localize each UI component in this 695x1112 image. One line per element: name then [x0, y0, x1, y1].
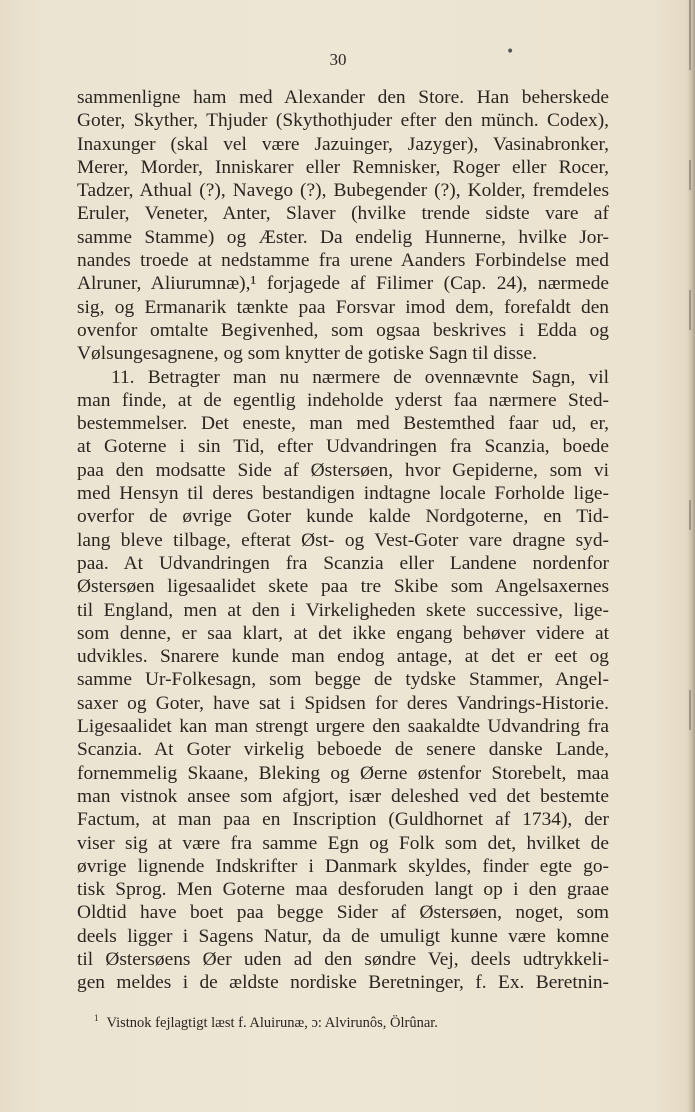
text-line: samme Stamme) og Æster. Da endelig Hunnerne, hvilke Jor-	[77, 226, 609, 248]
text-line: Inaxunger (skal vel være Jazuinger, Jazyger), Vasinabronker,	[77, 133, 609, 155]
text-line: man finde, at de egentlig indeholde yderst faa nærmere Sted-	[77, 389, 609, 411]
text-line: gen meldes i de ældste nordiske Beretninger, f. Ex. Beretnin-	[77, 972, 609, 994]
text-line: til Østersøens Øer uden ad den søndre Vej, deels udtrykkeli-	[77, 948, 609, 970]
text-line: Vølsungesagnene, og som knytter de gotiske Sagn til disse.	[77, 343, 537, 365]
text-line: man vistnok ansee som afgjort, især deleshed ved det bestemte	[77, 785, 609, 807]
text-line: ovenfor omtalte Begivenhed, som ogsaa beskrives i Edda og	[77, 319, 609, 341]
footnote-marker: 1	[94, 1013, 99, 1023]
text-line: Goter, Skyther, Thjuder (Skythothjuder efter den münch. Codex),	[77, 110, 609, 132]
text-line: deels ligger i Sagens Natur, da de umuligt kunne være komne	[77, 925, 609, 947]
text-line: Scanzia. At Goter virkelig beboede de senere danske Lande,	[77, 739, 609, 761]
text-line: sammenligne ham med Alexander den Store. Han beherskede	[77, 87, 609, 108]
text-line: med Hensyn til deres bestandigen indtagne locale Forholde lige-	[77, 483, 609, 505]
margin-mark	[689, 690, 691, 730]
margin-mark	[689, 160, 691, 190]
footnote	[94, 1013, 614, 1032]
text-line: nandes troede at nedstamme fra urene Aanders Forbindelse med	[77, 250, 609, 272]
text-line: Factum, at man paa en Inscription (Guldhornet af 1734), der	[77, 809, 609, 831]
text-line: Tadzer, Athual (?), Navego (?), Bubegender (?), Kolder, fremdeles	[77, 180, 609, 202]
text-line: til England, men at den i Virkeligheden skete successive, lige-	[77, 599, 609, 621]
text-line: samme Ur-Folkesagn, som begge de tydske Stammer, Angel-	[77, 669, 609, 691]
margin-mark	[689, 500, 691, 530]
text-line: fornemmelig Skaane, Bleking og Øerne østenfor Storebelt, maa	[77, 762, 609, 784]
margin-mark	[689, 290, 691, 330]
text-line: at Goterne i sin Tid, efter Udvandringen fra Scanzia, boede	[77, 436, 609, 458]
margin-mark	[689, 0, 691, 70]
text-line: som denne, er saa klart, at det ikke engang behøver videre at	[77, 622, 609, 644]
text-line: Oldtid have boet paa begge Sider af Østersøen, noget, som	[77, 902, 609, 924]
text-line: saxer og Goter, have sat i Spidsen for deres Vandrings-Historie.	[77, 692, 609, 714]
text-line: Østersøen ligesaalidet skete paa tre Skibe som Angelsaxernes	[77, 576, 609, 598]
text-line: Alruner, Aliurumnæ),¹ forjagede af Filimer (Cap. 24), nærmede	[77, 273, 609, 295]
text-line: 11. Betragter man nu nærmere de ovennævnte Sagn, vil	[111, 366, 609, 388]
text-line: Eruler, Veneter, Anter, Slaver (hvilke trende sidste vare af	[77, 203, 609, 225]
page-mark: •	[506, 44, 515, 60]
text-line: paa den modsatte Side af Østersøen, hvor Gepiderne, som vi	[77, 459, 609, 481]
text-line: øvrige lignende Indskrifter i Danmark skyldes, finder egte go-	[77, 855, 609, 877]
text-line: lang bleve tilbage, efterat Øst- og Vest-Goter vare dragne syd-	[77, 529, 609, 551]
footnote-text: Vistnok fejlagtigt læst f. Aluirunæ, ɔ: Alvirunôs, Ölrûnar.	[106, 1014, 438, 1031]
text-line: udvikles. Snarere kunde man endog antage, at det er eet og	[77, 646, 609, 668]
text-line: paa. At Udvandringen fra Scanzia eller Landene nordenfor	[77, 552, 609, 574]
text-line: overfor de øvrige Goter kunde kalde Nordgoterne, en Tid-	[77, 506, 609, 528]
text-line: tisk Sprog. Men Goterne maa desforuden langt op i den graae	[77, 879, 609, 901]
text-line: sig, og Ermanarik tænkte paa Forsvar imod dem, forefaldt den	[77, 296, 609, 318]
page-number: 30	[329, 50, 347, 69]
text-line: viser sig at være fra samme Egn og Folk som det, hvilket de	[77, 832, 609, 854]
body-text	[77, 86, 609, 995]
text-line: Merer, Morder, Inniskarer eller Remnisker, Roger eller Rocer,	[77, 156, 609, 178]
text-line: Ligesaalidet kan man strengt urgere den saakaldte Udvandring fra	[77, 716, 609, 738]
text-line: bestemmelser. Det eneste, man med Bestemthed faar ud, er,	[77, 413, 609, 435]
